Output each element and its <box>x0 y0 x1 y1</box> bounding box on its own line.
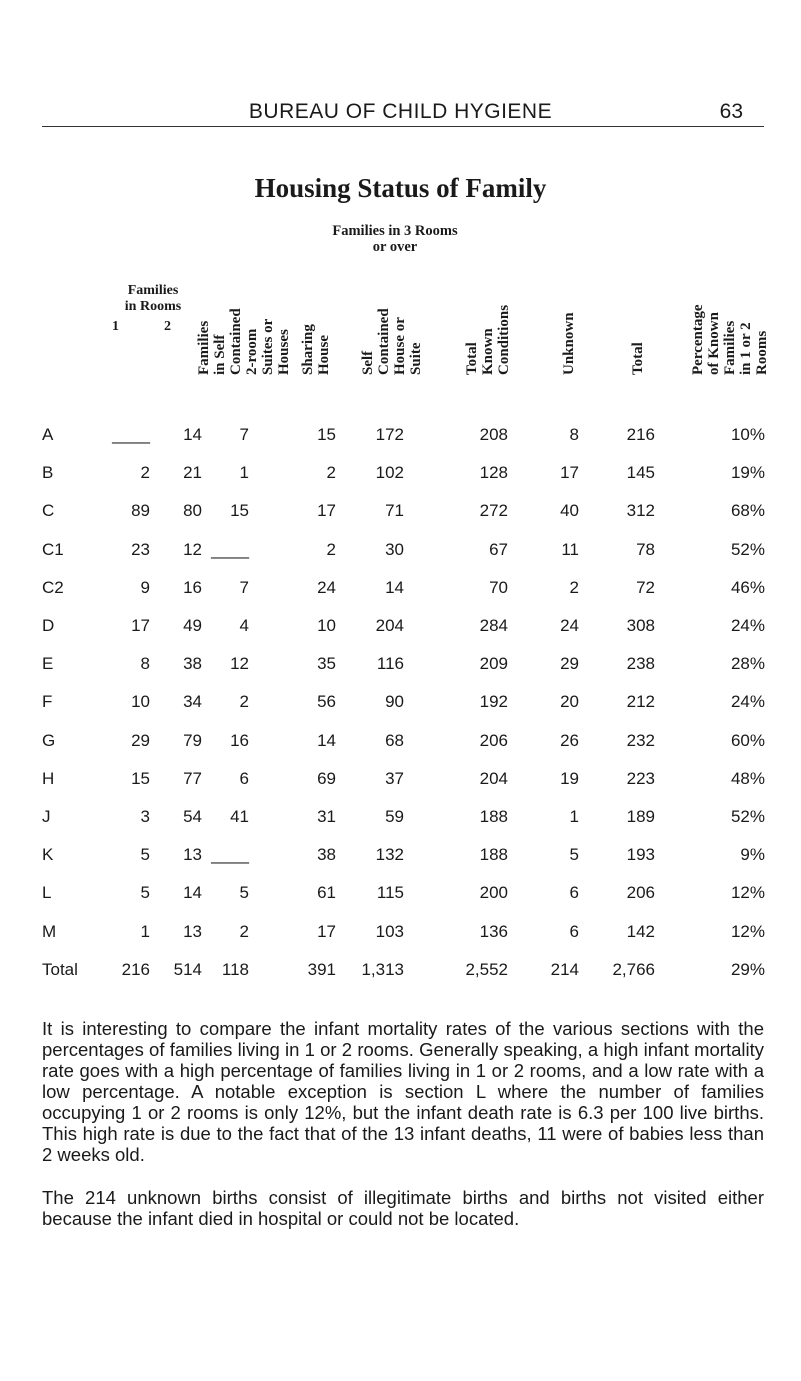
cell-pct: 9% <box>740 845 765 865</box>
cell-self: 37 <box>385 768 404 788</box>
cell-r2: 13 <box>183 921 202 941</box>
row-section-label: E <box>42 654 54 674</box>
table-row <box>0 922 801 946</box>
cell-r2: 14 <box>183 425 202 444</box>
cell-sc2: 4 <box>239 616 249 635</box>
cell-known: 128 <box>479 463 508 483</box>
table-row <box>0 463 801 487</box>
header-unknown: Unknown <box>561 312 577 375</box>
cell-unknown: 8 <box>569 425 579 444</box>
cell-known: 272 <box>479 501 508 521</box>
cell-sc2: 1 <box>239 463 249 483</box>
cell-sharing: 61 <box>317 883 336 903</box>
row-section-label: L <box>42 883 52 903</box>
cell-total: 312 <box>626 501 655 521</box>
cell-known: 188 <box>479 807 508 826</box>
cell-known: 204 <box>479 768 508 788</box>
cell-total: 206 <box>626 883 655 903</box>
cell-total: 238 <box>626 654 655 674</box>
table-row <box>0 540 801 564</box>
cell-pct: 19% <box>730 463 765 483</box>
cell-r2: 16 <box>183 577 202 597</box>
cell-self: 204 <box>375 616 404 635</box>
table-row <box>0 425 801 449</box>
cell-sharing: 14 <box>317 730 336 750</box>
cell-pct: 24% <box>730 616 765 635</box>
cell-pct: 12% <box>730 921 765 941</box>
row-section-label: C <box>42 501 55 521</box>
cell-r2: 54 <box>183 807 202 826</box>
cell-r2: 49 <box>183 616 202 635</box>
cell-r1: 17 <box>131 616 150 635</box>
header-self-contained-house: Self Contained House or Suite <box>360 308 424 375</box>
cell-pct: 46% <box>730 577 765 597</box>
header-self-contained-2room: Families in Self Contained 2-room Suites or Houses <box>196 308 292 375</box>
families-in-rooms-header: Families in Rooms <box>124 283 182 314</box>
row-section-label: F <box>42 692 53 712</box>
row-section-label: J <box>42 807 51 826</box>
cell-r2: 34 <box>183 692 202 712</box>
cell-pct: 68% <box>730 501 765 521</box>
cell-unknown: 1 <box>569 807 579 826</box>
row-section-label: A <box>42 425 54 444</box>
cell-sc2: 118 <box>221 959 249 979</box>
cell-sharing: 24 <box>317 577 336 597</box>
cell-pct: 24% <box>730 692 765 712</box>
row-section-label: M <box>42 921 57 941</box>
cell-sc2: ____ <box>211 539 249 559</box>
cell-total: 2,766 <box>612 959 655 979</box>
cell-r2: 77 <box>183 768 202 788</box>
cell-unknown: 24 <box>560 616 579 635</box>
cell-total: 72 <box>636 577 655 597</box>
cell-total: 189 <box>626 807 655 826</box>
cell-total: 216 <box>626 425 655 444</box>
cell-sc2: 16 <box>230 730 249 750</box>
table-row <box>0 731 801 755</box>
row-section-label: Total <box>42 959 78 979</box>
cell-r2: 38 <box>183 654 202 674</box>
cell-self: 116 <box>376 654 404 674</box>
cell-sharing: 2 <box>326 463 336 483</box>
cell-r1: 2 <box>140 463 150 483</box>
cell-r2: 514 <box>173 959 202 979</box>
cell-known: 208 <box>479 425 508 444</box>
row-section-label: G <box>42 730 56 750</box>
cell-self: 132 <box>375 845 404 865</box>
cell-known: 188 <box>479 845 508 865</box>
cell-pct: 10% <box>730 425 765 444</box>
cell-unknown: 2 <box>569 577 579 597</box>
cell-sharing: 31 <box>317 807 336 826</box>
cell-pct: 60% <box>730 730 765 750</box>
cell-known: 206 <box>479 730 508 750</box>
cell-pct: 52% <box>730 807 765 826</box>
cell-sharing: 17 <box>317 501 336 521</box>
cell-sc2: 41 <box>230 807 249 826</box>
cell-sc2: 12 <box>230 654 249 674</box>
cell-r1: 216 <box>121 959 150 979</box>
cell-sharing: 10 <box>317 616 336 635</box>
table-row <box>0 845 801 869</box>
header-sharing-house: Sharing House <box>300 324 332 375</box>
cell-r1: 3 <box>140 807 150 826</box>
cell-pct: 12% <box>730 883 765 903</box>
table-row <box>0 692 801 716</box>
cell-sc2: 2 <box>239 692 249 712</box>
cell-total: 145 <box>626 463 655 483</box>
cell-unknown: 5 <box>569 845 579 865</box>
cell-self: 103 <box>375 921 404 941</box>
cell-self: 30 <box>385 539 404 559</box>
cell-total: 223 <box>626 768 655 788</box>
cell-self: 102 <box>375 463 404 483</box>
families-3-rooms-header: Families in 3 Rooms or over <box>332 223 458 255</box>
cell-unknown: 6 <box>569 883 579 903</box>
cell-sharing: 35 <box>317 654 336 674</box>
cell-known: 192 <box>479 692 508 712</box>
cell-r2: 80 <box>183 501 202 521</box>
cell-r1: 10 <box>131 692 150 712</box>
cell-sharing: 17 <box>317 921 336 941</box>
table-row <box>0 960 801 984</box>
cell-sharing: 15 <box>317 425 336 444</box>
row-section-label: D <box>42 616 55 635</box>
cell-r1: 89 <box>131 501 150 521</box>
cell-r1: 5 <box>140 883 150 903</box>
cell-pct: 52% <box>730 539 765 559</box>
cell-self: 1,313 <box>361 959 404 979</box>
cell-r1: 29 <box>131 730 150 750</box>
table-row <box>0 807 801 831</box>
cell-unknown: 214 <box>550 959 579 979</box>
cell-total: 142 <box>626 921 655 941</box>
cell-self: 172 <box>375 425 404 444</box>
cell-unknown: 29 <box>560 654 579 674</box>
header-total-known: Total Known Conditions <box>464 304 512 375</box>
table-row <box>0 578 801 602</box>
table-row <box>0 616 801 640</box>
cell-r2: 79 <box>183 730 202 750</box>
cell-r1: 9 <box>140 577 150 597</box>
header-percentage: Percentage of Known Families in 1 or 2 Rooms <box>690 304 770 375</box>
cell-r1: 1 <box>140 921 150 941</box>
cell-known: 200 <box>479 883 508 903</box>
cell-unknown: 11 <box>561 539 579 559</box>
cell-r1: 15 <box>131 768 150 788</box>
cell-unknown: 26 <box>560 730 579 750</box>
row-section-label: H <box>42 768 55 788</box>
cell-pct: 28% <box>730 654 765 674</box>
cell-self: 14 <box>385 577 404 597</box>
cell-total: 212 <box>626 692 655 712</box>
cell-self: 59 <box>385 807 404 826</box>
header-total: Total <box>630 342 646 375</box>
cell-r2: 14 <box>183 883 202 903</box>
row-section-label: B <box>42 463 54 483</box>
cell-r2: 21 <box>183 463 202 483</box>
cell-self: 68 <box>385 730 404 750</box>
page-number: 63 <box>719 100 743 123</box>
cell-unknown: 40 <box>560 501 579 521</box>
cell-total: 78 <box>636 539 655 559</box>
cell-pct: 48% <box>730 768 765 788</box>
cell-known: 2,552 <box>465 959 508 979</box>
row-section-label: K <box>42 845 54 865</box>
table-row <box>0 769 801 793</box>
cell-r2: 13 <box>183 845 202 865</box>
cell-total: 232 <box>626 730 655 750</box>
header-rule <box>42 126 764 127</box>
table-row <box>0 654 801 678</box>
cell-r2: 12 <box>183 539 202 559</box>
cell-sc2: ____ <box>211 845 249 865</box>
cell-known: 67 <box>489 539 508 559</box>
cell-sharing: 69 <box>317 768 336 788</box>
cell-sc2: 2 <box>239 921 249 941</box>
cell-sc2: 5 <box>239 883 249 903</box>
row-section-label: C2 <box>42 577 64 597</box>
cell-total: 308 <box>626 616 655 635</box>
cell-known: 209 <box>479 654 508 674</box>
cell-sharing: 56 <box>317 692 336 712</box>
cell-sharing: 38 <box>317 845 336 865</box>
cell-unknown: 17 <box>560 463 579 483</box>
cell-sharing: 2 <box>326 539 336 559</box>
cell-self: 71 <box>385 501 404 521</box>
cell-total: 193 <box>626 845 655 865</box>
cell-unknown: 19 <box>560 768 579 788</box>
rooms-subheader-1: 1 <box>112 319 119 334</box>
cell-r1: 5 <box>140 845 150 865</box>
running-title: BUREAU OF CHILD HYGIENE <box>248 100 553 123</box>
paragraph-2: The 214 unknown births consist of illegitimate births and births not visited either because the infant died in hospital or could not be located. <box>42 1187 764 1229</box>
cell-r1: ____ <box>112 425 150 444</box>
cell-known: 70 <box>489 577 508 597</box>
table-title: Housing Status of Family <box>254 173 547 203</box>
cell-self: 90 <box>385 692 404 712</box>
cell-sharing: 391 <box>307 959 336 979</box>
cell-sc2: 7 <box>239 577 249 597</box>
table-row <box>0 501 801 525</box>
table-row <box>0 883 801 907</box>
cell-known: 136 <box>479 921 508 941</box>
cell-sc2: 7 <box>239 425 249 444</box>
cell-r1: 8 <box>140 654 150 674</box>
cell-unknown: 20 <box>560 692 579 712</box>
cell-sc2: 15 <box>230 501 249 521</box>
cell-sc2: 6 <box>239 768 249 788</box>
cell-unknown: 6 <box>569 921 579 941</box>
row-section-label: C1 <box>42 539 64 559</box>
cell-pct: 29% <box>730 959 765 979</box>
rooms-subheader-2: 2 <box>164 319 171 334</box>
cell-r1: 23 <box>131 539 150 559</box>
cell-known: 284 <box>479 616 508 635</box>
cell-self: 115 <box>376 883 404 903</box>
paragraph-1: It is interesting to compare the infant mortality rates of the various sections with the percentages of families living in 1 or 2 rooms. Generally speaking, a high infant mortality rate goes with a high percentage of families living in 1 or 2 rooms, and a low rate with a low percentage. A notable exception is section L where the number of families occupying 1 or 2 rooms is only 12%, but the infant death rate is 6.3 per 100 live births. This high rate is due to the fact that of the 13 infant deaths, 11 were of babies less than 2 weeks old. <box>42 1018 764 1165</box>
